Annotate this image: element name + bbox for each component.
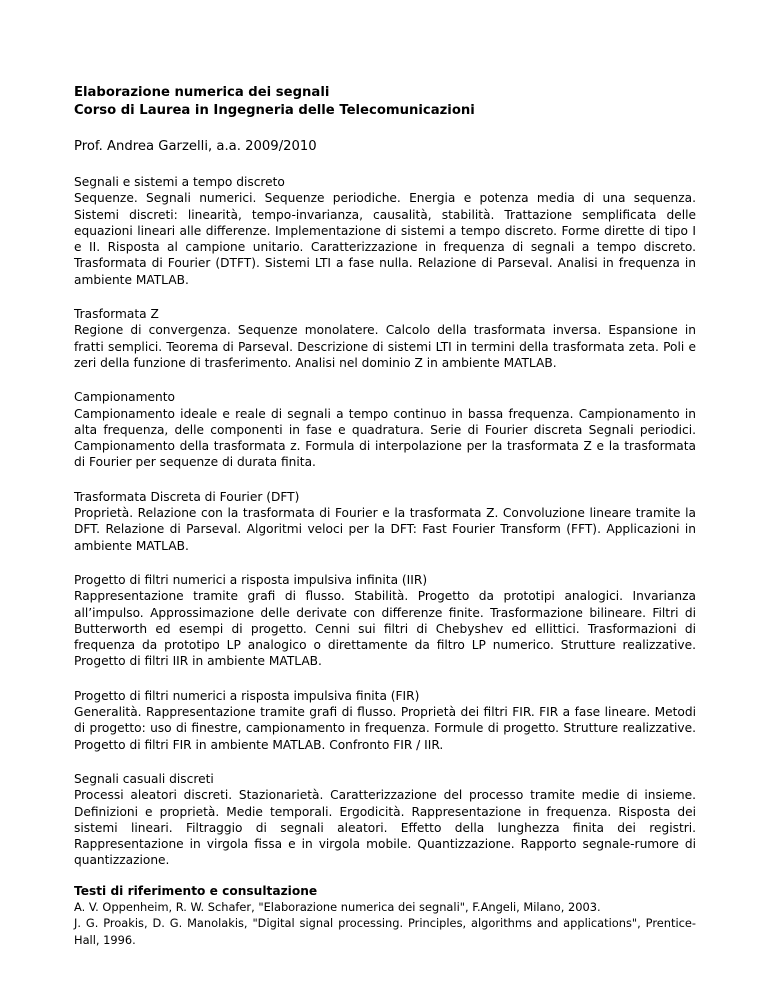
section-body: Rappresentazione tramite grafi di flusso. Stabilità. Progetto da prototipi analogici. Invarianza all’impulso. Approssimazione delle derivate con differenze finite. Trasformazione bilineare. Filtri di Butterworth ed esempi di progetto. Cenni sui filtri di Chebyshev ed ellittici. Trasformazioni di frequenza da prototipo LP analogico o direttamente da filtro LP numerico. Strutture realizzative. Progetto di filtri IIR in ambiente MATLAB. — [74, 589, 696, 669]
section-body: Proprietà. Relazione con la trasformata di Fourier e la trasformata Z. Convoluzione lineare tramite la DFT. Relazione di Parseval. Algoritmi veloci per la DFT: Fast Fourier Transform (FFT). Applicazioni in ambiente MATLAB. — [74, 506, 696, 553]
section-body: Generalità. Rappresentazione tramite grafi di flusso. Proprietà dei filtri FIR. FIR a fase lineare. Metodi di progetto: uso di finestre, campionamento in frequenza. Formule di progetto. Strutture realizzative. Progetto di filtri FIR in ambiente MATLAB. Confronto FIR / IIR. — [74, 705, 696, 752]
degree-program: Corso di Laurea in Ingegneria delle Telecomunicazioni — [74, 103, 475, 118]
document-header — [74, 84, 696, 156]
section-campionamento — [74, 389, 696, 470]
instructor-line: Prof. Andrea Garzelli, a.a. 2009/2010 — [74, 139, 317, 154]
section-body: Sequenze. Segnali numerici. Sequenze periodiche. Energia e potenza media di una sequenza. Sistemi discreti: linearità, tempo-invarianza, causalità, stabilità. Trattazione semplificata delle equazioni lineari alle differenze. Implementazione di sistemi a tempo discreto. Forme dirette di tipo I e II. Risposta al campione unitario. Caratterizzazione in frequenza di segnali a tempo discreto. Trasformata di Fourier (DTFT). Sistemi LTI a fase nulla. Relazione di Parseval. Analisi in frequenza in ambiente MATLAB. — [74, 191, 696, 287]
section-title: Progetto di filtri numerici a risposta impulsiva infinita (IIR) — [74, 572, 428, 587]
section-title: Segnali e sistemi a tempo discreto — [74, 175, 285, 189]
references-section — [74, 883, 696, 948]
section-body: Processi aleatori discreti. Stazionarietà. Caratterizzazione del processo tramite medie di insieme. Definizioni e proprietà. Medie temporali. Ergodicità. Rappresentazione in frequenza. Risposta dei sistemi lineari. Filtraggio di segnali aleatori. Effetto della lunghezza finita dei registri. Rappresentazione in virgola fissa e in virgola mobile. Quantizzazione. Rapporto segnale-rumore di quantizzazione. — [74, 788, 696, 868]
section-title: Trasformata Discreta di Fourier (DFT) — [74, 489, 300, 504]
document-page — [74, 84, 696, 948]
section-dft — [74, 489, 696, 554]
section-title: Campionamento — [74, 390, 175, 405]
reference-item: A. V. Oppenheim, R. W. Schafer, "Elaborazione numerica dei segnali", F.Angeli, Milano, 2003. — [74, 899, 601, 914]
references-title: Testi di riferimento e consultazione — [74, 883, 318, 898]
section-segnali-sistemi — [74, 174, 696, 288]
reference-item: J. G. Proakis, D. G. Manolakis, "Digital signal processing. Principles, algorithms and applications", Prentice-Hall, 1996. — [74, 916, 696, 947]
section-body: Regione di convergenza. Sequenze monolatere. Calcolo della trasformata inversa. Espansione in fratti semplici. Teorema di Parseval. Descrizione di sistemi LTI in termini della trasformata zeta. Poli e zeri della funzione di trasferimento. Analisi nel dominio Z in ambiente MATLAB. — [74, 323, 696, 370]
section-segnali-casuali — [74, 771, 696, 869]
section-title: Trasformata Z — [74, 307, 159, 322]
section-filtri-fir — [74, 688, 696, 753]
section-trasformata-z — [74, 306, 696, 371]
section-body: Campionamento ideale e reale di segnali a tempo continuo in bassa frequenza. Campionamento in alta frequenza, delle componenti in fase e quadratura. Serie di Fourier discreta Segnali periodici. Campionamento della trasformata z. Formula di interpolazione per la trasformata Z e la trasformata di Fourier per sequenze di durata finita. — [74, 406, 696, 470]
section-filtri-iir — [74, 572, 696, 670]
section-title: Segnali casuali discreti — [74, 771, 214, 786]
course-title: Elaborazione numerica dei segnali — [74, 85, 330, 100]
section-title: Progetto di filtri numerici a risposta impulsiva finita (FIR) — [74, 688, 420, 703]
